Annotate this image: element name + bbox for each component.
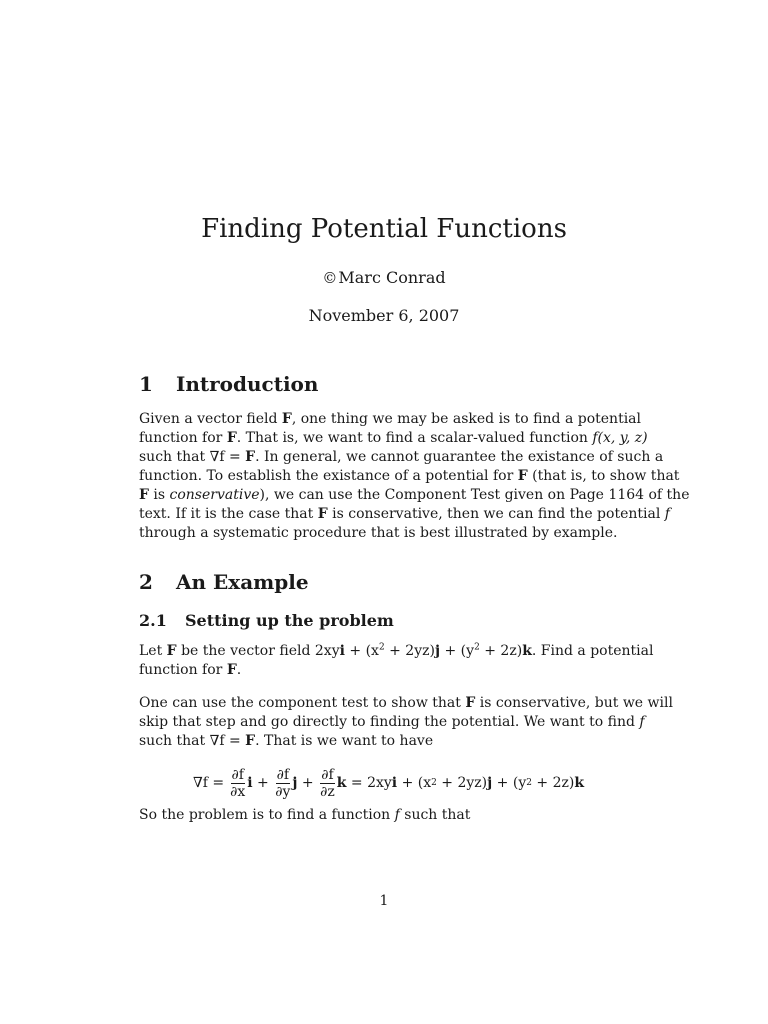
section-heading-introduction	[139, 372, 318, 396]
partial-fz-fraction: $\frac{\partial f}{\partial z}$	[320, 766, 335, 800]
approach-line-3: such that ∇f = F. That is we want to have	[139, 733, 434, 749]
intro-line-3: such that ∇f = F. In general, we cannot guarantee the existance of such a	[139, 449, 664, 465]
page-number: 1	[379, 893, 389, 909]
approach-line-1: One can use the component test to show that F is conservative, but we will	[139, 695, 673, 711]
document-date: November 6, 2007	[308, 306, 460, 325]
author-line	[0, 268, 768, 287]
subsection-number: 2.1	[139, 611, 167, 630]
conclusion-line: So the problem is to find a function f such that	[139, 807, 471, 823]
intro-line-5: F is conservative), we can use the Component Test given on Page 1164 of the	[139, 487, 690, 503]
approach-paragraph	[139, 694, 673, 751]
intro-paragraph	[139, 410, 690, 543]
conclusion-paragraph	[139, 806, 627, 825]
section-title: An Example	[176, 570, 309, 594]
intro-line-7: through a systematic procedure that is best illustrated by example.	[139, 525, 618, 541]
subsection-title: Setting up the problem	[185, 611, 394, 630]
problem-line-2: function for F.	[139, 662, 242, 678]
intro-line-1: Given a vector field F, one thing we may be asked is to find a potential	[139, 411, 641, 427]
intro-line-4: function. To establish the existance of a potential for F (that is, to show that	[139, 468, 680, 484]
section-title: Introduction	[176, 372, 319, 396]
section-heading-an-example	[139, 570, 309, 594]
approach-line-2: skip that step and go directly to finding the potential. We want to find f	[139, 714, 645, 730]
problem-paragraph	[139, 642, 654, 680]
partial-fy-fraction: $\frac{\partial f}{\partial y}$	[275, 766, 291, 800]
document-title: Finding Potential Functions	[201, 214, 567, 244]
problem-line-1: Let F be the vector field $2xyi + (x^2 + 2yz)j + (y^2 + 2z)k$. Find a potential	[139, 642, 654, 659]
partial-fx-fraction: $\frac{\partial f}{\partial x}$	[230, 766, 246, 800]
intro-line-6: text. If it is the case that F is conservative, then we can find the potential f	[139, 506, 670, 522]
author-name: Marc Conrad	[338, 268, 446, 287]
section-number: 2	[139, 570, 153, 594]
section-number: 1	[139, 372, 153, 396]
copyright-symbol: ©	[322, 269, 338, 287]
intro-line-2: function for F. That is, we want to find a scalar-valued function f(x, y, z)	[139, 430, 648, 446]
subsection-heading-setting-up	[139, 611, 394, 630]
gradient-equation: ∇f = $\frac{\partial f}{\partial x}$ i + $\frac{\partial f}{\partial y}$ j + $\frac{\partial f}{\partial z}$ k = 2xy i + (x 2 + 2yz) j + (y 2 + 2z) k	[193, 766, 585, 800]
